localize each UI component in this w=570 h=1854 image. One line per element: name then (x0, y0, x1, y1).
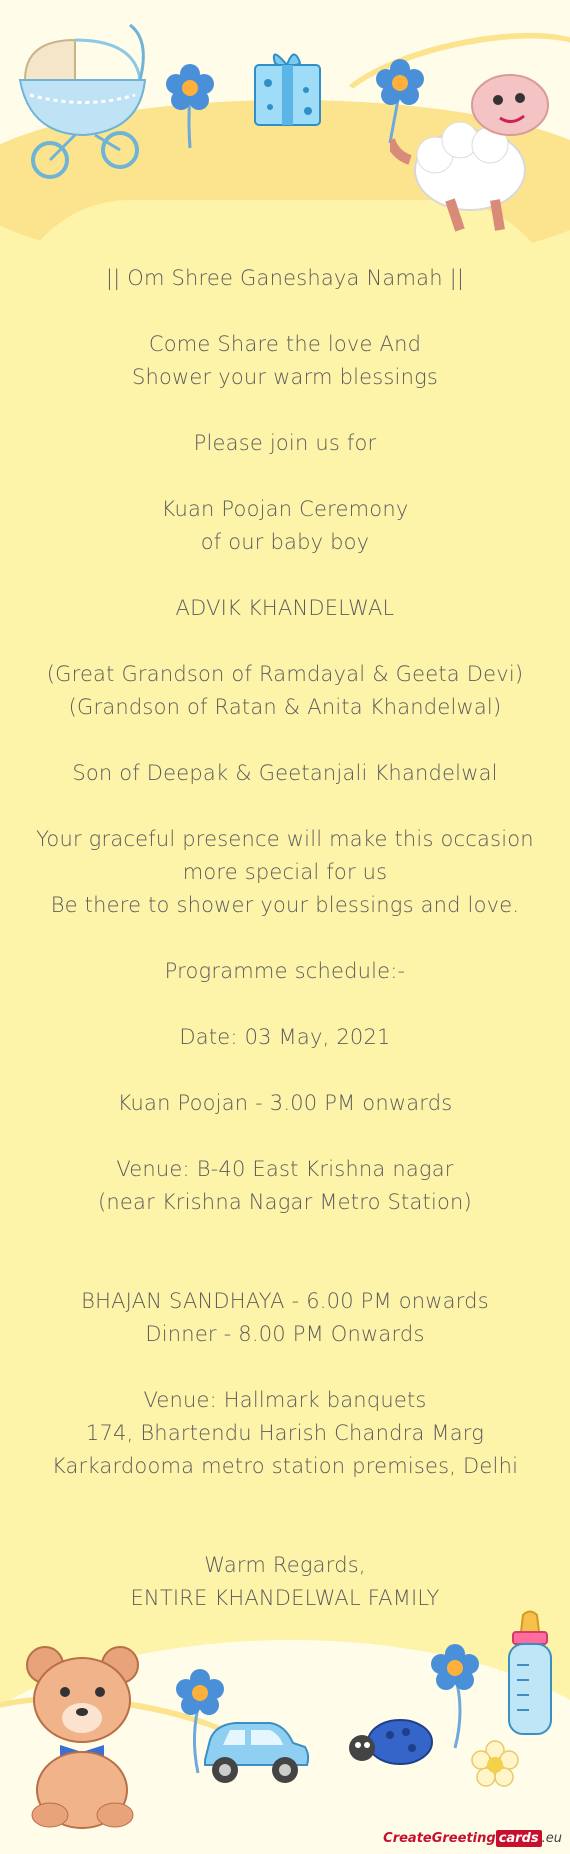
line-gap (0, 1219, 570, 1252)
invitation-text (0, 262, 570, 1615)
flower-icon (160, 60, 220, 150)
text-line: Karkardooma metro station premises, Delhi (51, 1454, 519, 1478)
baby-carriage-icon (5, 10, 155, 180)
text-line: ENTIRE KHANDELWAL FAMILY (130, 1586, 440, 1610)
line-gap (0, 460, 570, 493)
text-line: Kuan Poojan - 3.00 PM onwards (117, 1091, 453, 1115)
text-line: Your graceful presence will make this occasion (36, 827, 534, 851)
baby-bottle-icon (495, 1610, 565, 1740)
line-gap (0, 988, 570, 1021)
text-line: Shower your warm blessings (131, 365, 439, 389)
brand-watermark (383, 1831, 562, 1846)
gift-box-icon (250, 45, 325, 130)
line-gap (0, 1516, 570, 1549)
text-line: Kuan Poojan Ceremony (161, 497, 409, 521)
brand-domain: .eu (541, 1831, 562, 1846)
sheep-icon (390, 60, 570, 240)
text-line: Please join us for (193, 431, 377, 455)
teddy-bear-icon (20, 1640, 150, 1830)
text-line: Venue: Hallmark banquets (143, 1388, 427, 1412)
line-gap (0, 295, 570, 328)
line-gap (0, 1120, 570, 1153)
line-gap (0, 724, 570, 757)
text-line: Be there to shower your blessings and love. (50, 893, 520, 917)
flower-icon (425, 1640, 485, 1750)
line-gap (0, 790, 570, 823)
text-line: (near Krishna Nagar Metro Station) (98, 1190, 472, 1214)
text-line: (Grandson of Ratan & Anita Khandelwal) (68, 695, 502, 719)
line-gap (0, 1483, 570, 1516)
line-gap (0, 1351, 570, 1384)
brand-cards-label: cards (496, 1830, 542, 1847)
text-line: 174, Bhartendu Harish Chandra Marg (85, 1421, 485, 1445)
text-line: (Great Grandson of Ramdayal & Geeta Devi) (46, 662, 524, 686)
text-line: Son of Deepak & Geetanjali Khandelwal (72, 761, 498, 785)
brand-text: CreateGreeting (383, 1831, 496, 1846)
text-line: Venue: B-40 East Krishna nagar (116, 1157, 454, 1181)
text-line: Dinner - 8.00 PM Onwards (145, 1322, 425, 1346)
text-line: Programme schedule:- (164, 959, 406, 983)
text-line: more special for us (182, 860, 388, 884)
line-gap (0, 625, 570, 658)
line-gap (0, 1252, 570, 1285)
text-line: BHAJAN SANDHAYA - 6.00 PM onwards (81, 1289, 489, 1313)
text-line: || Om Shree Ganeshaya Namah || (105, 266, 465, 290)
flower-icon (470, 1740, 520, 1790)
baby-name: ADVIK KHANDELWAL (175, 596, 395, 620)
toy-car-icon (195, 1705, 315, 1790)
line-gap (0, 394, 570, 427)
line-gap (0, 922, 570, 955)
text-line: of our baby boy (200, 530, 370, 554)
text-line: Warm Regards, (204, 1553, 366, 1577)
line-gap (0, 1054, 570, 1087)
text-line: Come Share the love And (148, 332, 422, 356)
event-date: Date: 03 May, 2021 (179, 1025, 391, 1049)
line-gap (0, 559, 570, 592)
